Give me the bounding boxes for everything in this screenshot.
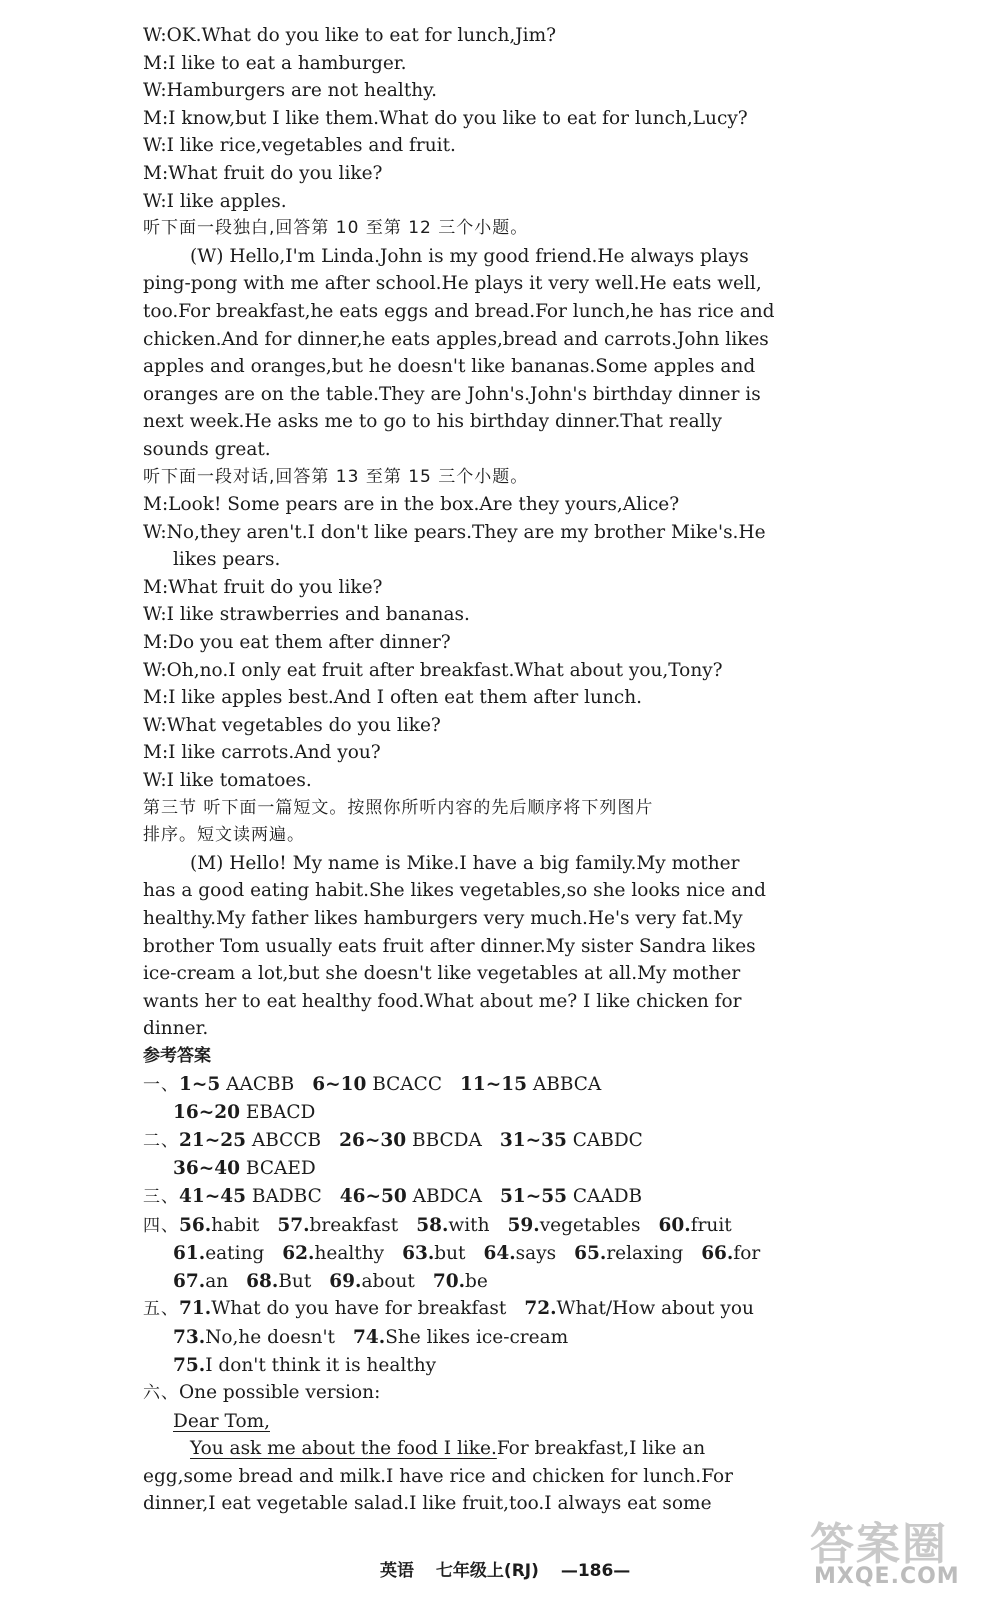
answer-line <box>143 1240 783 1268</box>
answer-line <box>143 1379 783 1408</box>
answer-number: 70. <box>432 1270 466 1292</box>
answer-value: habit <box>211 1214 260 1236</box>
answer-group <box>179 1186 642 1207</box>
answer-item <box>416 1215 489 1236</box>
answer-value: eating <box>205 1243 265 1265</box>
answer-line <box>143 1295 783 1324</box>
answer-value: fruit <box>690 1214 732 1236</box>
answer-value: BCAED <box>240 1158 316 1180</box>
answer-number: 57. <box>277 1214 310 1236</box>
dialog-line: M:Do you eat them after dinner? <box>143 632 451 654</box>
answer-value: CABDC <box>566 1129 643 1151</box>
answer-item <box>179 1074 294 1095</box>
answer-number: 31~35 <box>499 1129 567 1151</box>
letter-line <box>143 1435 783 1463</box>
answer-item <box>524 1298 754 1319</box>
passage-line: wants her to eat healthy food.What about me? I like chicken for <box>143 990 742 1012</box>
answer-value: an <box>205 1270 229 1292</box>
answer-number: 36~40 <box>173 1158 240 1180</box>
answer-item <box>179 1298 506 1319</box>
answer-number: 63. <box>402 1243 435 1265</box>
dialog-line: W:No,they aren't.I don't like pears.They are my brother Mike's.He <box>143 521 766 543</box>
answer-number: 26~30 <box>339 1129 407 1151</box>
answer-number: 64. <box>483 1243 516 1265</box>
answer-value: BADBC <box>246 1185 322 1207</box>
answer-line <box>143 1155 783 1183</box>
answer-group <box>179 1130 643 1151</box>
answer-line <box>143 1212 783 1241</box>
dialog-line: M:Look! Some pears are in the box.Are they yours,Alice? <box>143 494 680 516</box>
answer-group <box>179 1298 754 1319</box>
answer-value: BCACC <box>366 1073 442 1095</box>
answer-item <box>339 1130 482 1151</box>
dialog-line: M:What fruit do you like? <box>143 576 383 598</box>
answer-item <box>329 1271 415 1292</box>
answer-number: 60. <box>658 1214 691 1236</box>
answer-item <box>277 1215 398 1236</box>
version-label: One possible version: <box>179 1382 381 1404</box>
answer-item <box>340 1186 482 1207</box>
letter-line: dinner,I eat vegetable salad.I like fruit,too.I always eat some <box>143 1493 712 1515</box>
section-number: 三、 <box>143 1186 179 1207</box>
answer-line <box>143 1268 783 1296</box>
answer-item <box>246 1271 311 1292</box>
passage-line: ice-cream a lot,but she doesn't like vegetables at all.My mother <box>143 963 741 985</box>
instruction-13-15: 听下面一段对话,回答第 13 至第 15 三个小题。 <box>143 466 529 487</box>
dialog-line: W:Oh,no.I only eat fruit after breakfast.What about you,Tony? <box>143 659 723 681</box>
answer-group <box>179 1215 732 1236</box>
answer-number: 72. <box>524 1298 557 1320</box>
passage-line: brother Tom usually eats fruit after dinner.My sister Sandra likes <box>143 935 756 957</box>
answer-item <box>433 1271 488 1292</box>
answer-item <box>173 1158 316 1179</box>
dialog-line: likes pears. <box>173 549 281 571</box>
instruction-line: 第三节 听下面一篇短文。按照你所听内容的先后顺序将下列图片 <box>143 797 654 818</box>
instruction-10-12: 听下面一段独白,回答第 10 至第 12 三个小题。 <box>143 218 529 239</box>
answer-value: but <box>434 1243 466 1265</box>
monologue <box>143 243 783 464</box>
answers-title: 参考答案 <box>143 1045 211 1066</box>
answer-value: about <box>361 1270 415 1292</box>
letter-text: For breakfast,I like an <box>496 1438 706 1460</box>
answer-value: healthy <box>314 1243 385 1265</box>
passage-line: healthy.My father likes hamburgers very much.He's very fat.My <box>143 908 743 929</box>
dialog-line: W:I like apples. <box>143 190 287 212</box>
answer-number: 65. <box>574 1243 607 1265</box>
answer-number: 21~25 <box>179 1129 246 1151</box>
answer-number: 73. <box>173 1326 206 1348</box>
answer-item <box>282 1243 384 1264</box>
answer-value: I don't think it is healthy <box>205 1354 437 1376</box>
answer-value: ABDCA <box>406 1185 482 1207</box>
answer-value: BBCDA <box>406 1129 482 1151</box>
answer-group <box>179 1074 601 1095</box>
answer-number: 66. <box>701 1243 734 1265</box>
dialog-line: M:I like to eat a hamburger. <box>143 52 407 74</box>
answer-number: 6~10 <box>312 1073 367 1095</box>
letter-greeting-text: Dear Tom, <box>173 1410 270 1432</box>
passage-line: (W) Hello,I'm Linda.John is my good friend.He always plays <box>190 245 749 267</box>
answer-value: with <box>448 1214 490 1236</box>
watermark-url: MXQE.COM <box>814 1564 960 1589</box>
answer-number: 71. <box>179 1298 212 1320</box>
answer-number: 68. <box>246 1270 279 1292</box>
page-footer <box>380 1556 646 1581</box>
answers <box>143 1071 783 1408</box>
answer-value: breakfast <box>309 1214 399 1236</box>
letter-greeting <box>143 1408 783 1436</box>
dialog-line: M:I like carrots.And you? <box>143 742 381 764</box>
section-number: 五、 <box>143 1299 179 1320</box>
answer-value: But <box>278 1270 312 1292</box>
answer-item <box>173 1243 264 1264</box>
answer-number: 67. <box>173 1270 206 1292</box>
answer-line <box>143 1099 783 1127</box>
section-number: 四、 <box>143 1215 179 1236</box>
answer-value: says <box>515 1243 557 1265</box>
dialog-2 <box>143 491 783 795</box>
answer-item <box>500 1186 642 1207</box>
instruction-line: 排序。短文读两遍。 <box>143 825 305 846</box>
dialog-line: M:I know,but I like them.What do you like to eat for lunch,Lucy? <box>143 107 748 129</box>
answer-value: What do you have for breakfast <box>211 1298 507 1320</box>
footer-page-number: —186— <box>560 1561 631 1581</box>
passage-line: ping-pong with me after school.He plays it very well.He eats well, <box>143 273 762 295</box>
section-number: 二、 <box>143 1130 179 1151</box>
answer-line <box>143 1071 783 1100</box>
answer-item <box>353 1327 568 1348</box>
answer-item <box>173 1355 436 1376</box>
answer-value: relaxing <box>606 1243 684 1265</box>
answer-number: 59. <box>507 1214 540 1236</box>
section-3-instruction <box>143 795 783 850</box>
answer-value: CAADB <box>566 1185 643 1207</box>
answer-item <box>460 1074 601 1095</box>
answer-value: EBACD <box>240 1102 316 1124</box>
dialog-line: M:What fruit do you like? <box>143 162 383 184</box>
answer-item <box>173 1327 335 1348</box>
answer-number: 46~50 <box>339 1185 407 1207</box>
answer-number: 11~15 <box>459 1073 527 1095</box>
dialog-line: W:I like tomatoes. <box>143 770 312 792</box>
passage-line: sounds great. <box>143 438 271 460</box>
passage-line: chicken.And for dinner,he eats apples,bread and carrots.John likes <box>143 328 769 350</box>
answer-number: 69. <box>329 1270 362 1292</box>
letter-underlined-sentence: You ask me about the food I like. <box>190 1438 497 1460</box>
answer-number: 58. <box>416 1214 449 1236</box>
passage-line: apples and oranges,but he doesn't like bananas.Some apples and <box>143 356 756 378</box>
answer-item <box>179 1215 259 1236</box>
answer-item <box>402 1243 465 1264</box>
answer-number: 62. <box>282 1243 315 1265</box>
dialog-line: W:I like rice,vegetables and fruit. <box>143 135 456 157</box>
section-number: 一、 <box>143 1074 179 1095</box>
answer-value: AACBB <box>220 1073 295 1095</box>
answer-number: 51~55 <box>499 1185 567 1207</box>
answer-item <box>483 1243 556 1264</box>
watermark <box>810 1508 990 1600</box>
passage-line: oranges are on the table.They are John's.John's birthday dinner is <box>143 383 761 405</box>
dialog-1 <box>143 22 783 215</box>
answer-value: ABBCA <box>526 1073 602 1095</box>
answer-item <box>508 1215 641 1236</box>
letter-line: egg,some bread and milk.I have rice and chicken for lunch.For <box>143 1465 733 1487</box>
answer-number: 75. <box>173 1354 206 1376</box>
answer-line <box>143 1183 783 1212</box>
answer-line <box>143 1352 783 1380</box>
answer-value: ABCCB <box>246 1129 322 1151</box>
answer-item <box>659 1215 732 1236</box>
answer-value: No,he doesn't <box>205 1326 335 1348</box>
answer-value: be <box>465 1270 488 1292</box>
answer-number: 1~5 <box>179 1073 221 1095</box>
answer-item <box>179 1186 322 1207</box>
answer-value: vegetables <box>539 1214 641 1236</box>
dialog-line: W:Hamburgers are not healthy. <box>143 80 438 102</box>
answer-number: 56. <box>179 1214 212 1236</box>
page-content <box>143 22 783 1518</box>
answer-item <box>574 1243 683 1264</box>
answer-item <box>179 1130 321 1151</box>
answer-line <box>143 1127 783 1156</box>
footer-subject: 英语 <box>380 1561 414 1581</box>
dialog-line: M:I like apples best.And I often eat them after lunch. <box>143 687 643 709</box>
answer-number: 41~45 <box>179 1185 246 1207</box>
answer-number: 61. <box>173 1243 206 1265</box>
passage-line: next week.He asks me to go to his birthday dinner.That really <box>143 411 722 433</box>
answer-number: 16~20 <box>173 1102 240 1124</box>
dialog-line: W:I like strawberries and bananas. <box>143 604 470 626</box>
passage-line: too.For breakfast,he eats eggs and bread.For lunch,he has rice and <box>143 300 775 322</box>
passage-line: has a good eating habit.She likes vegetables,so she looks nice and <box>143 880 766 902</box>
answer-number: 74. <box>353 1326 386 1348</box>
answer-item <box>701 1243 760 1264</box>
section-number: 六、 <box>143 1383 179 1404</box>
answer-item <box>312 1074 442 1095</box>
watermark-logo: 答案圈 <box>810 1519 948 1570</box>
answer-line <box>143 1324 783 1352</box>
answer-value: What/How about you <box>556 1298 754 1320</box>
answer-value: She likes ice-cream <box>385 1326 569 1348</box>
answer-item <box>173 1102 315 1123</box>
dialog-line: W:OK.What do you like to eat for lunch,Jim? <box>143 25 557 46</box>
letter <box>143 1408 783 1518</box>
answer-item <box>173 1271 228 1292</box>
footer-grade: 七年级上(RJ) <box>435 1561 539 1581</box>
passage-line: (M) Hello! My name is Mike.I have a big family.My mother <box>190 852 740 874</box>
answer-item <box>500 1130 643 1151</box>
answer-value: for <box>733 1243 761 1265</box>
passage <box>143 850 783 1043</box>
passage-line: dinner. <box>143 1018 209 1040</box>
dialog-line: W:What vegetables do you like? <box>143 714 441 736</box>
